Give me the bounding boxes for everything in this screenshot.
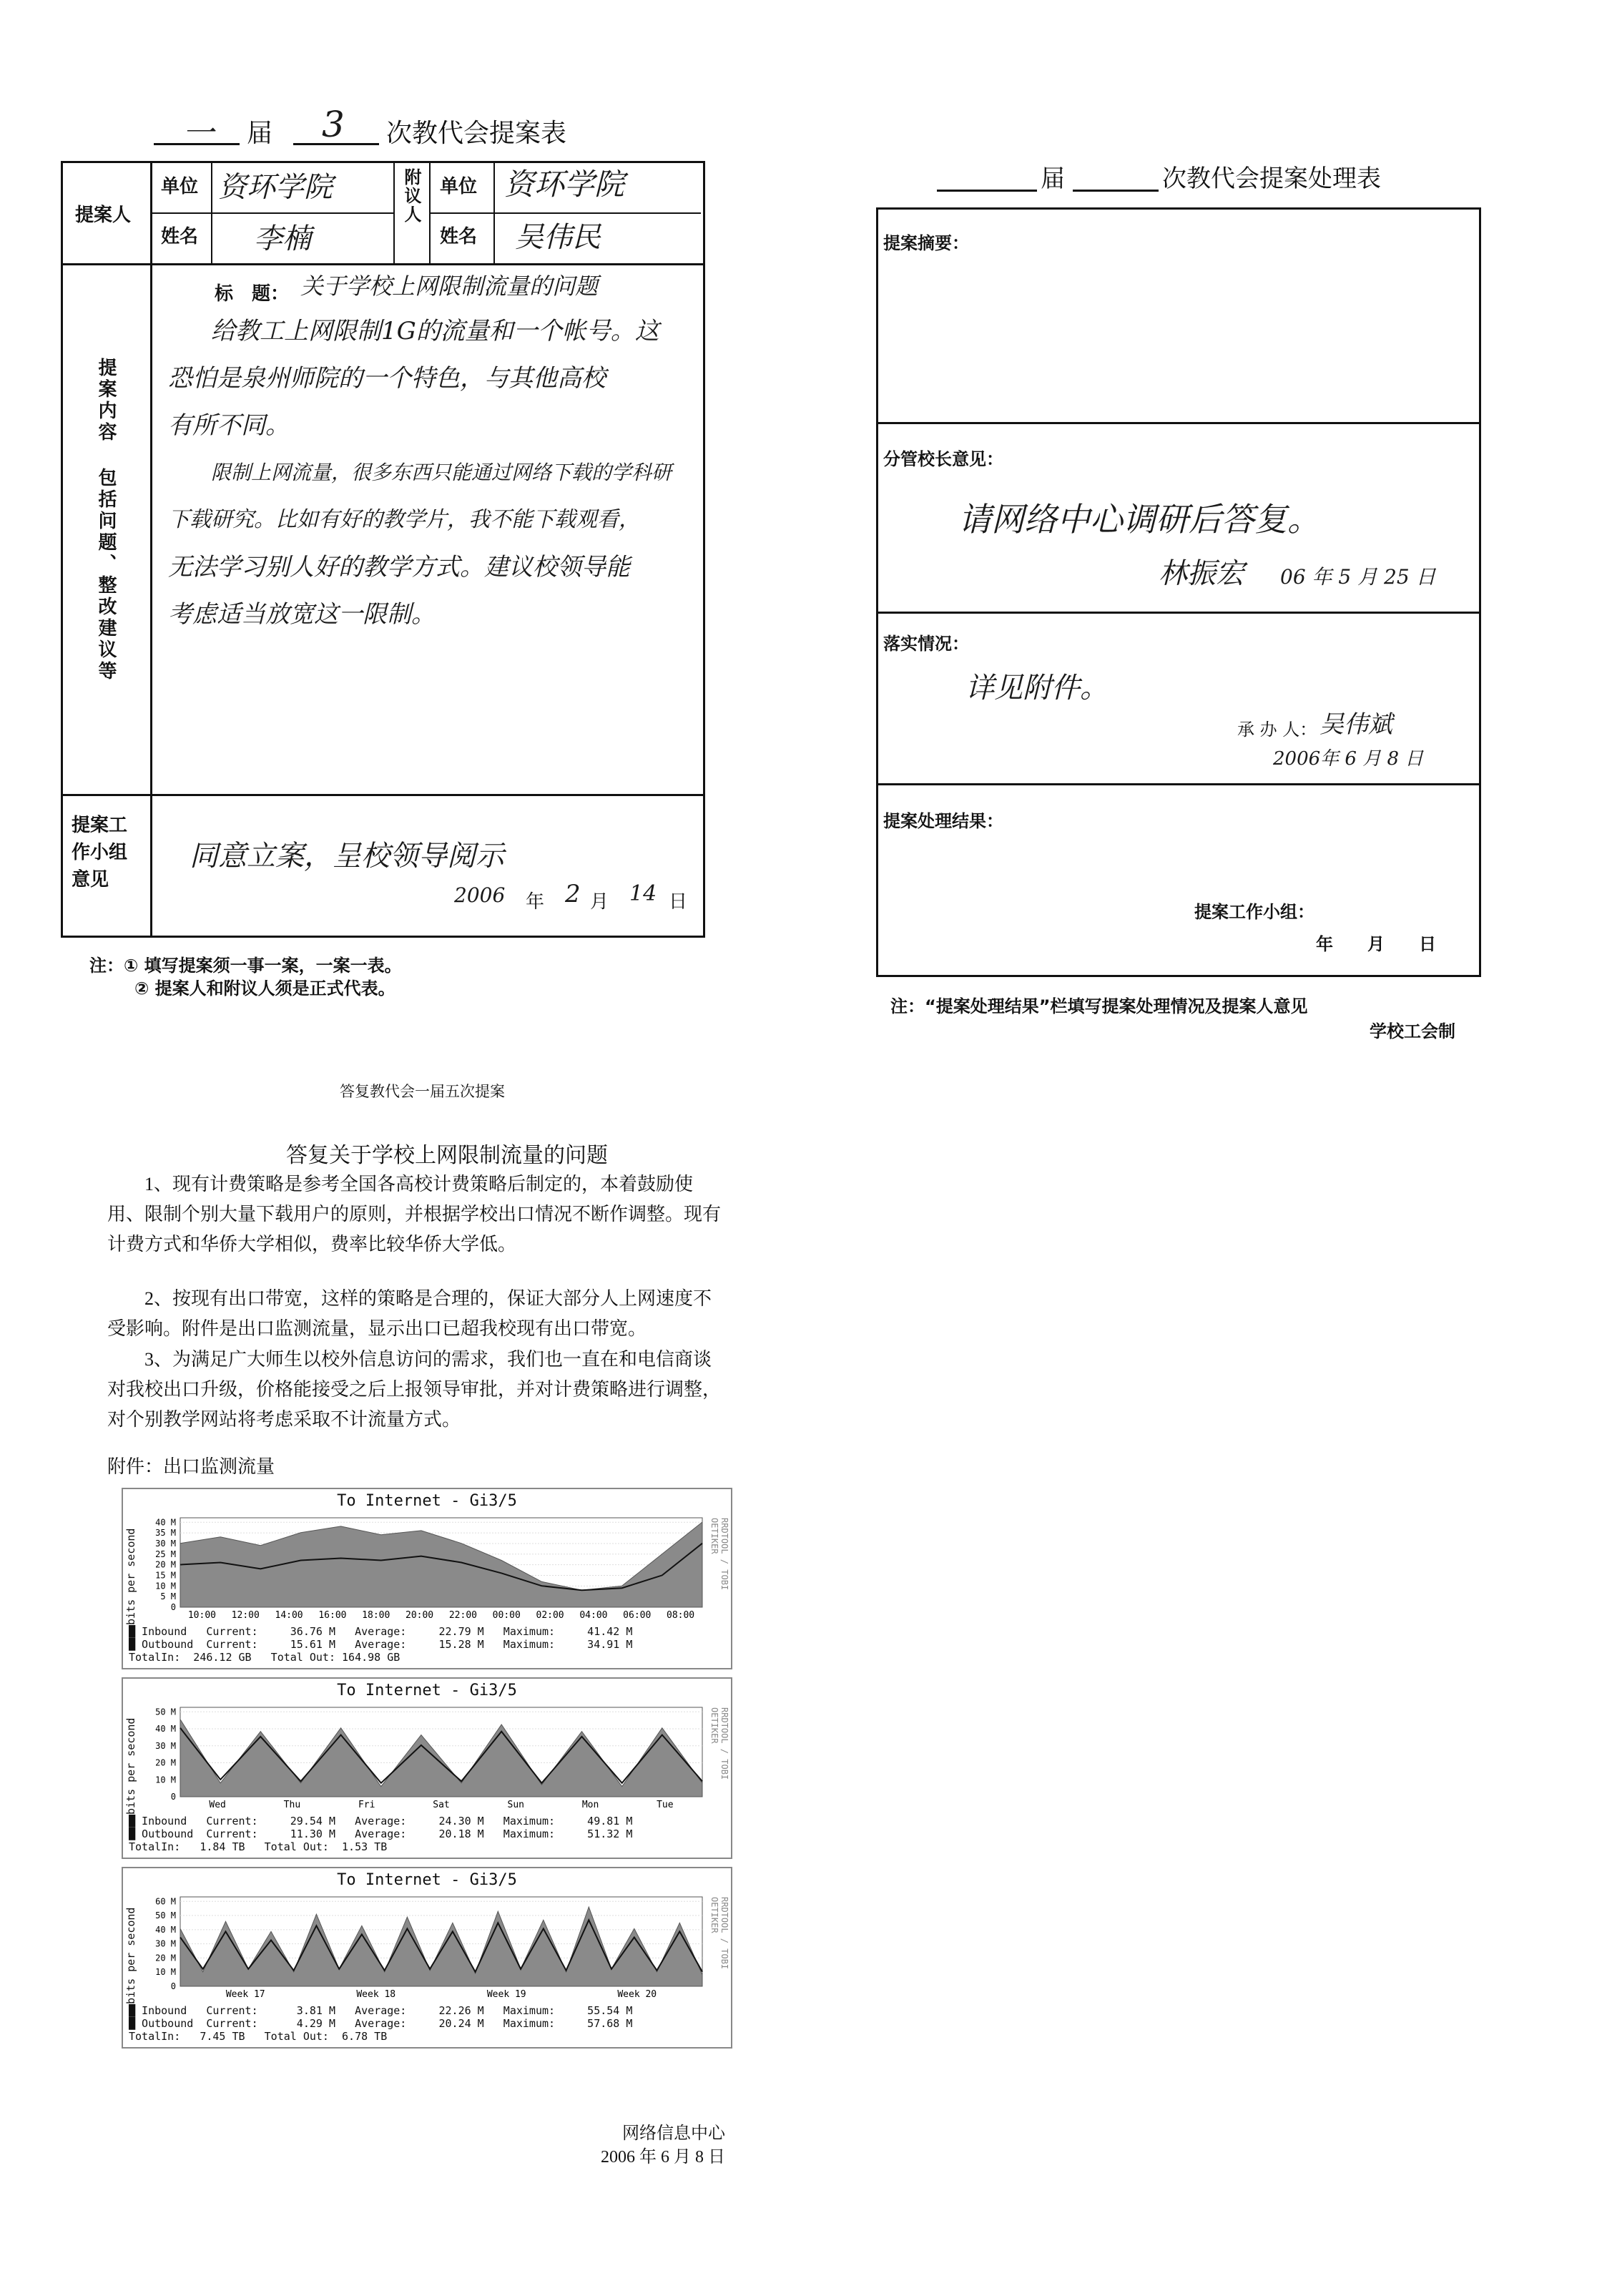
reply-paragraph-2: 2、按现有出口带宽，这样的策略是合理的，保证大部分人上网速度不受影响。附件是出口监测流量，显示出口已超我校现有出口带宽。	[107, 1288, 712, 1339]
summary-label: 提案摘要：	[883, 233, 969, 253]
x-tick-label: Wed	[209, 1800, 226, 1810]
stat-totals: TotalIn: 1.84 TB Total Out: 1.53 TB	[129, 1840, 388, 1853]
x-tick-label: 00:00	[492, 1610, 521, 1621]
x-tick-label: Mon	[581, 1800, 599, 1810]
x-tick-label: Week 19	[486, 1989, 526, 2000]
x-tick-label: 08:00	[667, 1610, 695, 1621]
processing-header-title: 次教代会提案处理表	[1162, 165, 1381, 193]
body-line: 限制上网流量，很多东西只能通过网络下载的学科研	[211, 461, 672, 484]
y-tick-label: 5 M	[160, 1591, 176, 1602]
result-label: 提案处理结果：	[883, 811, 1003, 831]
stat-outbound: █ Outbound Current: 11.30 M Average: 20.18 M Maximum: 51.32 M	[129, 1828, 633, 1840]
proposer-unit: 资环学院	[218, 171, 333, 204]
body-line: 给教工上网限制1G的流量和一个帐号。这	[211, 317, 659, 345]
y-tick-label: 35 M	[155, 1528, 176, 1539]
y-tick-label: 10 M	[155, 1967, 176, 1978]
traffic-chart-monthly	[122, 1867, 732, 2049]
processing-note: 注：“提案处理结果”栏填写提案处理情况及提案人意见	[890, 996, 1308, 1016]
y-tick-label: 30 M	[155, 1538, 176, 1549]
handler-label: 承 办 人：	[1237, 720, 1317, 740]
x-tick-label: Fri	[358, 1800, 375, 1810]
x-tick-label: Sat	[433, 1800, 450, 1810]
proposer-name: 李楠	[254, 222, 311, 255]
stat-inbound: █ Inbound Current: 36.76 M Average: 22.79 M Maximum: 41.42 M	[129, 1625, 633, 1638]
x-tick-label: 12:00	[231, 1610, 260, 1621]
x-tick-label: 18:00	[362, 1610, 390, 1621]
body-line: 恐怕是泉州师院的一个特色，与其他高校	[168, 364, 606, 393]
date-year-label: 年	[526, 891, 545, 913]
workgroup-date-month: 2	[565, 880, 581, 908]
y-tick-label: 20 M	[155, 1559, 176, 1570]
y-tick-label: 0	[170, 1792, 176, 1802]
header-meeting-number: 3	[322, 104, 345, 145]
x-tick-label: 06:00	[623, 1610, 652, 1621]
y-tick-label: 40 M	[155, 1924, 176, 1935]
y-tick-label: 50 M	[155, 1707, 176, 1717]
vp-opinion: 请网络中心调研后答复。	[958, 500, 1320, 539]
name-label: 姓名	[161, 226, 199, 247]
stat-totals: TotalIn: 246.12 GB Total Out: 164.98 GB	[129, 1651, 400, 1664]
implementation-label: 落实情况：	[883, 634, 969, 654]
y-tick-label: 10 M	[155, 1581, 176, 1591]
x-tick-label: 10:00	[187, 1610, 216, 1621]
body-line: 有所不同。	[168, 411, 290, 440]
x-tick-label: 04:00	[579, 1610, 608, 1621]
seconder-label: 附议人	[401, 168, 421, 224]
x-tick-label: Week 18	[356, 1989, 396, 2000]
footer-date: 2006 年 6 月 8 日	[601, 2148, 725, 2167]
chart-title: To Internet - Gi3/5	[337, 1492, 517, 1510]
stat-outbound: █ Outbound Current: 15.61 M Average: 15.28 M Maximum: 34.91 M	[129, 1638, 633, 1651]
x-tick-label: 20:00	[406, 1610, 434, 1621]
workgroup-opinion: 同意立案，呈校领导阅示	[190, 840, 504, 873]
stat-totals: TotalIn: 7.45 TB Total Out: 6.78 TB	[129, 2030, 388, 2043]
vp-signature: 林振宏	[1159, 557, 1244, 590]
x-tick-label: Tue	[657, 1800, 674, 1810]
workgroup-date-year: 2006	[454, 883, 506, 907]
y-tick-label: 60 M	[155, 1896, 176, 1907]
handler-date: 2006年 6 月 8 日	[1273, 748, 1424, 770]
body-line: 无法学习别人好的教学方式。建议校领导能	[168, 553, 630, 582]
unit-label: 单位	[161, 176, 199, 197]
reply-title: 答复关于学校上网限制流量的问题	[286, 1143, 608, 1168]
y-tick-label: 40 M	[155, 1517, 176, 1528]
stat-inbound: █ Inbound Current: 3.81 M Average: 22.26 M Maximum: 55.54 M	[129, 2004, 633, 2017]
y-tick-label: 20 M	[155, 1953, 176, 1963]
chart-ylabel: bits per second	[124, 1717, 137, 1815]
x-tick-label: 02:00	[536, 1610, 564, 1621]
title-label: 标 题：	[215, 283, 290, 305]
y-tick-label: 15 M	[155, 1570, 176, 1581]
chart-side-text: RRDTOOL / TOBI OETIKER	[709, 1518, 729, 1591]
note-1: 注：① 填写提案须一事一案，一案一表。	[89, 956, 402, 976]
note-2: ② 提案人和附议人须是正式代表。	[134, 978, 395, 999]
date-day-label: 日	[669, 891, 688, 913]
x-tick-label: 16:00	[318, 1610, 347, 1621]
processing-header-session: 届	[1041, 165, 1065, 193]
vp-opinion-label: 分管校长意见：	[883, 449, 1003, 469]
proposal-body	[168, 308, 690, 638]
y-tick-label: 10 M	[155, 1775, 176, 1785]
y-tick-label: 30 M	[155, 1740, 176, 1751]
y-tick-label: 0	[170, 1602, 176, 1612]
workgroup-date-day: 14	[629, 881, 657, 906]
header-session-label: 届	[247, 119, 273, 148]
traffic-chart-weekly	[122, 1677, 732, 1859]
x-tick-label: 14:00	[275, 1610, 303, 1621]
title-value: 关于学校上网限制流量的问题	[300, 273, 599, 300]
proposer-label: 提案人	[75, 205, 132, 226]
processing-org: 学校工会制	[1370, 1021, 1455, 1041]
chart-side-text: RRDTOOL / TOBI OETIKER	[709, 1707, 729, 1780]
vp-date: 06 年 5 月 25 日	[1280, 565, 1436, 589]
y-tick-label: 25 M	[155, 1549, 176, 1559]
seconder-unit: 资环学院	[504, 167, 625, 202]
y-tick-label: 0	[170, 1981, 176, 1991]
stat-inbound: █ Inbound Current: 29.54 M Average: 24.30 M Maximum: 49.81 M	[129, 1815, 633, 1828]
x-tick-label: 22:00	[448, 1610, 477, 1621]
chart-ylabel: bits per second	[124, 1528, 137, 1625]
chart-side-text: RRDTOOL / TOBI OETIKER	[709, 1897, 729, 1970]
date-month-label: 月	[590, 891, 609, 913]
chart-title: To Internet - Gi3/5	[337, 1682, 517, 1699]
x-tick-label: Week 17	[225, 1989, 265, 2000]
y-tick-label: 40 M	[155, 1724, 176, 1734]
seconder-name-label: 姓名	[440, 226, 478, 247]
chart-ylabel: bits per second	[124, 1907, 137, 2004]
x-tick-label: Sun	[507, 1800, 525, 1810]
processing-table	[876, 207, 1481, 977]
body-line: 下载研究。比如有好的教学片，我不能下载观看，	[168, 507, 640, 532]
y-tick-label: 50 M	[155, 1910, 176, 1921]
seconder-unit-label: 单位	[440, 176, 478, 197]
header-title: 次教代会提案表	[386, 119, 567, 148]
header-session-number: 一	[182, 115, 214, 152]
reply-paragraph-1: 1、现有计费策略是参考全国各高校计费策略后制定的，本着鼓励使用、限制个别大量下载用户的原则，并根据学校出口情况不断作调整。现有计费方式和华侨大学相似，费率比较华侨大学低。	[107, 1174, 722, 1255]
seconder-name: 吴伟民	[515, 221, 601, 254]
workgroup-sign-date: 年 月 日	[1316, 934, 1436, 954]
reply-header: 答复教代会一届五次提案	[340, 1083, 505, 1100]
implementation-text: 详见附件。	[965, 672, 1109, 705]
body-line: 考虑适当放宽这一限制。	[168, 600, 436, 629]
footer-org: 网络信息中心	[622, 2124, 725, 2143]
content-label: 提案内容 包括问题、整改建议等	[95, 358, 117, 682]
chart-title: To Internet - Gi3/5	[337, 1871, 517, 1889]
y-tick-label: 20 M	[155, 1757, 176, 1768]
reply-paragraph-3: 3、为满足广大师生以校外信息访问的需求，我们也一直在和电信商谈对我校出口升级，价格能接受之后上报领导审批，并对计费策略进行调整，对个别教学网站将考虑采取不计流量方式。	[107, 1349, 722, 1430]
x-tick-label: Thu	[283, 1800, 301, 1810]
attachment-label: 附件：出口监测流量	[107, 1456, 275, 1477]
y-tick-label: 30 M	[155, 1938, 176, 1949]
stat-outbound: █ Outbound Current: 4.29 M Average: 20.24 M Maximum: 57.68 M	[129, 2017, 633, 2030]
traffic-chart-daily	[122, 1488, 732, 1669]
workgroup-sign-label: 提案工作小组：	[1194, 902, 1314, 922]
handler-signature: 吴伟斌	[1319, 710, 1392, 739]
x-tick-label: Week 20	[617, 1989, 657, 2000]
workgroup-label: 提案工作小组意见	[72, 815, 128, 891]
